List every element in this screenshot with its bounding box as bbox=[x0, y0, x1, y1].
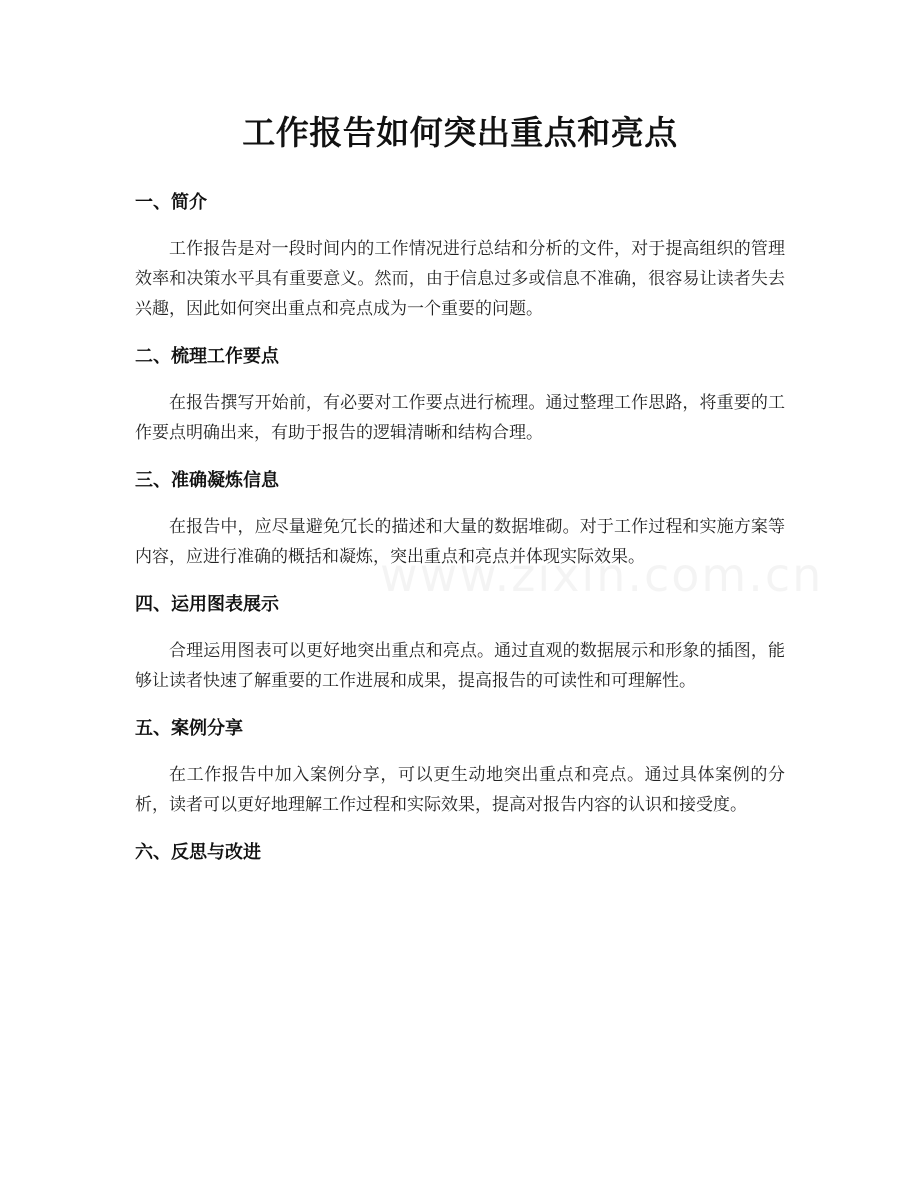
section-heading-case-sharing: 五、案例分享 bbox=[135, 718, 243, 739]
section-heading-reflection: 六、反思与改进 bbox=[135, 842, 261, 863]
document-title: 工作报告如何突出重点和亮点 bbox=[242, 113, 678, 152]
section-body-organize-points: 在报告撰写开始前，有必要对工作要点进行梳理。通过整理工作思路，将重要的工作要点明确出来，有助于报告的逻辑清晰和结构合理。 bbox=[135, 393, 785, 443]
section-body-condense-info: 在报告中，应尽量避免冗长的描述和大量的数据堆砌。对于工作过程和实施方案等内容，应进行准确的概括和凝炼，突出重点和亮点并体现实际效果。 bbox=[135, 517, 785, 567]
section-heading-use-charts: 四、运用图表展示 bbox=[135, 594, 279, 615]
section-body-intro: 工作报告是对一段时间内的工作情况进行总结和分析的文件，对于提高组织的管理效率和决策水平具有重要意义。然而，由于信息过多或信息不准确，很容易让读者失去兴趣，因此如何突出重点和亮点成为一个重要的问题。 bbox=[135, 239, 785, 319]
section-heading-organize-points: 二、梳理工作要点 bbox=[135, 346, 279, 367]
section-heading-condense-info: 三、准确凝炼信息 bbox=[135, 470, 279, 491]
section-body-case-sharing: 在工作报告中加入案例分享，可以更生动地突出重点和亮点。通过具体案例的分析，读者可以更好地理解工作过程和实际效果，提高对报告内容的认识和接受度。 bbox=[135, 765, 785, 815]
section-heading-intro: 一、简介 bbox=[135, 192, 207, 213]
section-body-use-charts: 合理运用图表可以更好地突出重点和亮点。通过直观的数据展示和形象的插图，能够让读者快速了解重要的工作进展和成果，提高报告的可读性和可理解性。 bbox=[135, 641, 785, 691]
